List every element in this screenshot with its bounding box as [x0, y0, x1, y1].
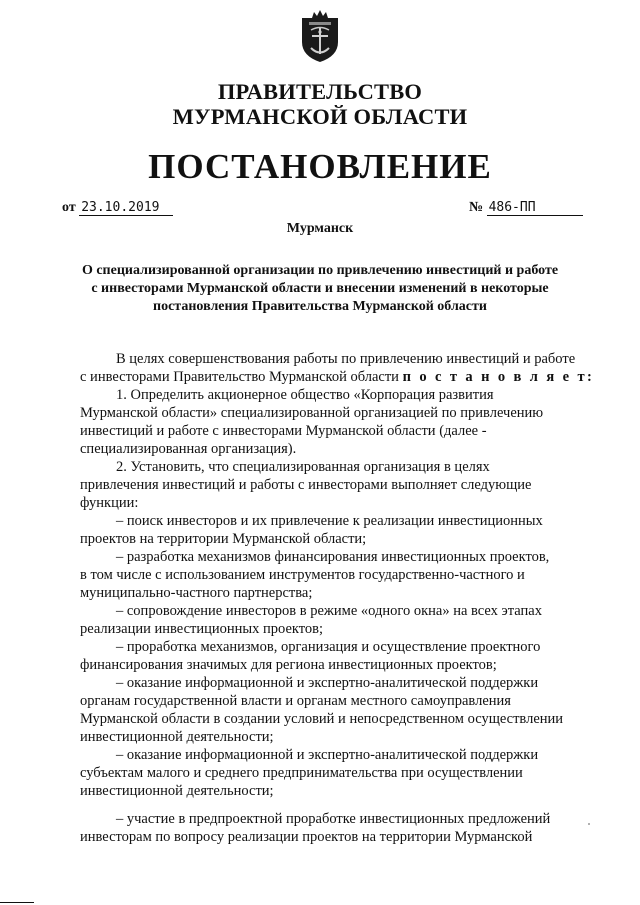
body-line-20: органам государственной власти и органам местного самоуправления: [80, 693, 511, 709]
body-line-13: в том числе с использованием инструментов государственно-частного и: [80, 567, 525, 583]
subject-line3: постановления Правительства Мурманской области: [153, 299, 487, 314]
body-line-18: финансирования значимых для региона инвестиционных проектов;: [80, 657, 497, 673]
body-line-19: – оказание информационной и экспертно-аналитической поддержки: [116, 675, 539, 691]
body-line-12: – разработка механизмов финансирования инвестиционных проектов,: [116, 549, 550, 565]
government-title-line2: МУРМАНСКОЙ ОБЛАСТИ: [172, 104, 468, 129]
body-line-05: инвестиций и работе с инвесторами Мурманской области (далее -: [80, 423, 487, 439]
document-number: [469, 199, 583, 217]
body-line-10: – поиск инвесторов и их привлечение к реализации инвестиционных: [116, 513, 543, 529]
body-line-07: 2. Установить, что специализированная организация в целях: [116, 459, 490, 475]
body-line-04: Мурманской области» специализированной организацией по привлечению: [80, 405, 544, 421]
body-line-02-text: с инвесторами Правительство Мурманской области: [80, 369, 399, 385]
city-name: Мурманск: [286, 221, 354, 236]
body-line-27: инвесторам по вопросу реализации проектов на территории Мурманской: [80, 829, 533, 845]
body-line-15: – сопровождение инвесторов в режиме «одного окна» на всех этапах: [116, 603, 542, 619]
body-line-26: – участие в предпроектной проработке инвестиционных предложений: [116, 811, 551, 827]
coat-of-arms-icon: [299, 8, 341, 64]
date-value: 23.10.2019: [79, 200, 173, 216]
body-line-22: инвестиционной деятельности;: [80, 729, 274, 745]
body-line-11: проектов на территории Мурманской области;: [80, 531, 367, 547]
body-line-01: В целях совершенствования работы по привлечению инвестиций и работе: [116, 351, 576, 367]
body-line-08: привлечения инвестиций и работы с инвесторами выполняет следующие: [80, 477, 532, 493]
page-corner-mark: [0, 902, 34, 903]
body-line-09: функции:: [80, 495, 139, 511]
body-line-24: субъектам малого и среднего предпринимательства при осуществлении: [80, 765, 523, 781]
government-title-line1: ПРАВИТЕЛЬСТВО: [217, 79, 423, 104]
subject-line2: с инвесторами Мурманской области и внесении изменений в некоторые: [91, 281, 549, 296]
body-line-03: 1. Определить акционерное общество «Корпорация развития: [116, 387, 494, 403]
date-label: от: [62, 200, 76, 215]
document-type: ПОСТАНОВЛЕНИЕ: [148, 147, 492, 186]
body-line-14: муниципально-частного партнерства;: [80, 585, 313, 601]
body-line-16: реализации инвестиционных проектов;: [80, 621, 324, 637]
subject-line1: О специализированной организации по привлечению инвестиций и работе: [81, 263, 559, 278]
body-line-23: – оказание информационной и экспертно-аналитической поддержки: [116, 747, 539, 763]
body-line-06: специализированная организация).: [80, 441, 297, 457]
body-line-25: инвестиционной деятельности;: [80, 783, 274, 799]
body-line-17: – проработка механизмов, организация и осуществление проектного: [116, 639, 541, 655]
body-line-21: Мурманской области в создании условий и непосредственном осуществлении: [80, 711, 564, 727]
body-line-02: [80, 368, 594, 386]
document-date: [62, 199, 173, 217]
number-label: №: [469, 200, 484, 215]
decree-word: п о с т а н о в л я е т:: [402, 369, 595, 385]
scan-speck: [588, 823, 590, 825]
number-value: 486-ПП: [487, 200, 583, 216]
